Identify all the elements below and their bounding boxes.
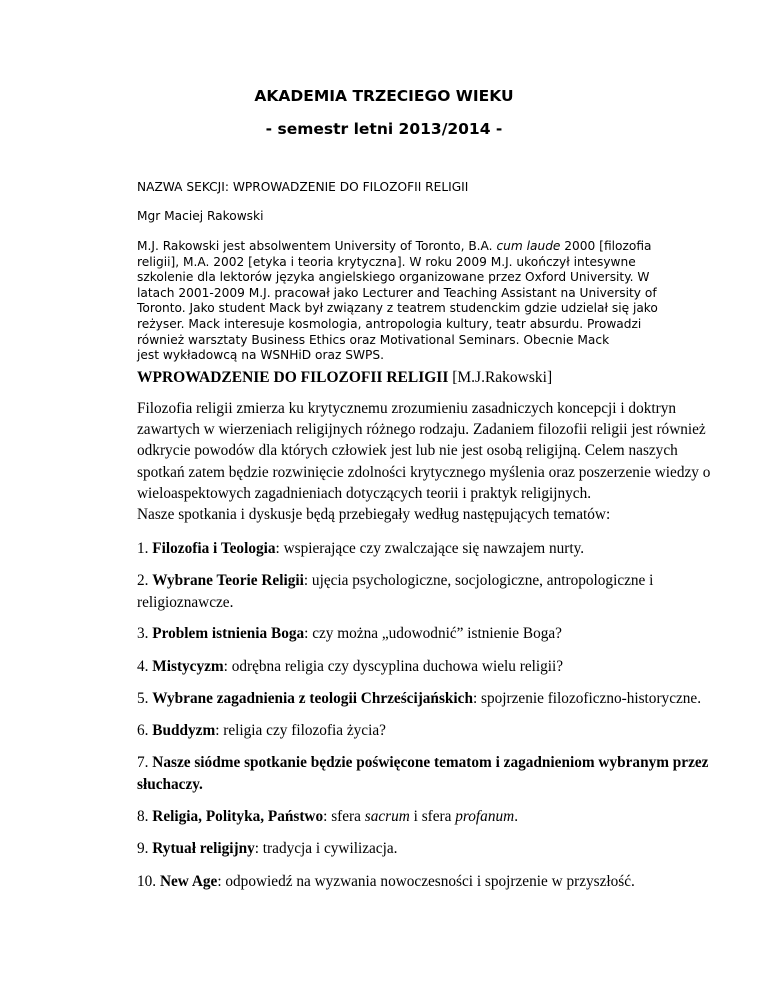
- bio-text: M.J. Rakowski jest absolwentem University of Toronto, B.A.: [137, 239, 497, 253]
- topic-description: i sfera: [409, 808, 456, 825]
- topic-item-10: [137, 871, 697, 893]
- topic-title: Mistycyzm: [152, 658, 224, 675]
- topic-item-4: [137, 656, 697, 678]
- topics-lead: Nasze spotkania i dyskusje będą przebiegały według następujących tematów:: [137, 506, 611, 523]
- intro-line: odkrycie powodów dla których człowiek jest lub nie jest osobą religijną. Celem naszych: [137, 442, 678, 460]
- topic-description: : wspierające czy zwalczające się nawzajem nurty.: [275, 540, 585, 557]
- topic-description: : odpowiedź na wyzwania nowoczesności i spojrzenie w przyszłość.: [217, 873, 635, 890]
- topic-description: : tradycja i cywilizacja.: [254, 840, 398, 857]
- topic-title: Rytuał religijny: [152, 840, 255, 857]
- course-author: [M.J.Rakowski]: [448, 369, 553, 386]
- bio-italic-text: cum laude: [496, 239, 561, 253]
- topic-title: słuchaczy.: [137, 775, 203, 793]
- bio-line: również warsztaty Business Ethics oraz Motivational Seminars. Obecnie Mack: [137, 332, 610, 347]
- course-title: WPROWADZENIE DO FILOZOFII RELIGII: [137, 369, 449, 386]
- lecturer-name: Mgr Maciej Rakowski: [137, 209, 264, 223]
- intro-line: Filozofia religii zmierza ku krytycznemu zrozumieniu zasadniczych koncepcji i doktryn: [137, 400, 677, 417]
- topic-italic-term: profanum: [455, 808, 515, 825]
- topic-italic-term: sacrum: [364, 808, 410, 825]
- bio-line: latach 2001-2009 M.J. pracował jako Lecturer and Teaching Assistant na University of: [137, 285, 657, 300]
- topic-item-9: [137, 838, 697, 860]
- topic-number: 5.: [137, 690, 153, 707]
- topic-title: Buddyzm: [152, 722, 216, 739]
- topic-description: : spojrzenie filozoficzno-historyczne.: [472, 690, 702, 707]
- topic-item-3: [137, 623, 697, 645]
- topic-item-8: [137, 806, 697, 828]
- section-name: NAZWA SEKCJI: WPROWADZENIE DO FILOZOFII RELIGII: [137, 180, 469, 194]
- semester-subtitle: - semestr letni 2013/2014 -: [265, 120, 503, 138]
- topic-title: New Age: [159, 873, 218, 890]
- course-intro: [137, 398, 711, 504]
- bio-line: szkolenie dla lektorów języka angielskiego organizowane przez Oxford University. W: [137, 270, 650, 285]
- topic-description: : sfera: [323, 808, 365, 825]
- lecturer-bio: [137, 239, 697, 364]
- bio-line: Toronto. Jako student Mack był związany z teatrem studenckim gdzie udzielał się jako: [137, 301, 658, 316]
- topic-number: 4.: [137, 658, 153, 675]
- document-title: AKADEMIA TRZECIEGO WIEKU: [254, 87, 514, 105]
- topic-description: : ujęcia psychologiczne, socjologiczne, antropologiczne i: [303, 572, 654, 589]
- topic-number: 10.: [137, 873, 160, 890]
- topic-title: Religia, Polityka, Państwo: [152, 808, 324, 825]
- topic-number: 9.: [137, 840, 153, 857]
- topic-description: : religia czy filozofia życia?: [215, 722, 386, 739]
- topic-number: 2.: [137, 572, 153, 589]
- intro-line: wieloaspektowych zagadnieniach dotyczących teorii i praktyk religijnych.: [137, 484, 592, 502]
- topic-description: : odrębna religia czy dyscyplina duchowa wielu religii?: [223, 658, 564, 675]
- bio-line: [137, 239, 697, 255]
- topic-description: .: [514, 808, 519, 825]
- topic-item-1: [137, 538, 697, 560]
- topic-item-7: [137, 752, 709, 795]
- bio-line: jest wykładowcą na WSNHiD oraz SWPS.: [137, 348, 384, 363]
- topic-title: Filozofia i Teologia: [152, 540, 276, 557]
- topic-title: Wybrane Teorie Religii: [152, 572, 304, 589]
- bio-line: religii], M.A. 2002 [etyka i teoria krytyczna]. W roku 2009 M.J. ukończył intesywne: [137, 254, 636, 269]
- topic-item-6: [137, 720, 697, 742]
- topic-number: 7.: [137, 754, 153, 771]
- topic-number: 8.: [137, 808, 153, 825]
- topic-number: 1.: [137, 540, 153, 557]
- topic-title: Wybrane zagadnienia z teologii Chrześcijańskich: [152, 690, 473, 707]
- topic-number: 3.: [137, 625, 153, 642]
- intro-line: zawartych w wierzeniach religijnych różnego rodzaju. Zadaniem filozofii religii jest również: [137, 421, 706, 439]
- course-heading: [137, 369, 552, 387]
- topic-number: 6.: [137, 722, 153, 739]
- topic-item-2: [137, 570, 697, 613]
- topic-item-5: [137, 688, 702, 710]
- intro-line: spotkań zatem będzie rozwinięcie zdolności krytycznego myślenia oraz poszerzenie wiedzy o: [137, 463, 711, 481]
- topic-title: Problem istnienia Boga: [152, 625, 305, 642]
- topic-title: Nasze siódme spotkanie będzie poświęcone tematom i zagadnieniom wybranym przez: [152, 754, 709, 771]
- topic-description: religioznawcze.: [137, 593, 234, 611]
- topic-description: : czy można „udowodnić” istnienie Boga?: [304, 625, 562, 642]
- bio-line: reżyser. Mack interesuje kosmologia, antropologia kultury, teatr absurdu. Prowadzi: [137, 316, 642, 331]
- bio-text: 2000 [filozofia: [560, 239, 652, 253]
